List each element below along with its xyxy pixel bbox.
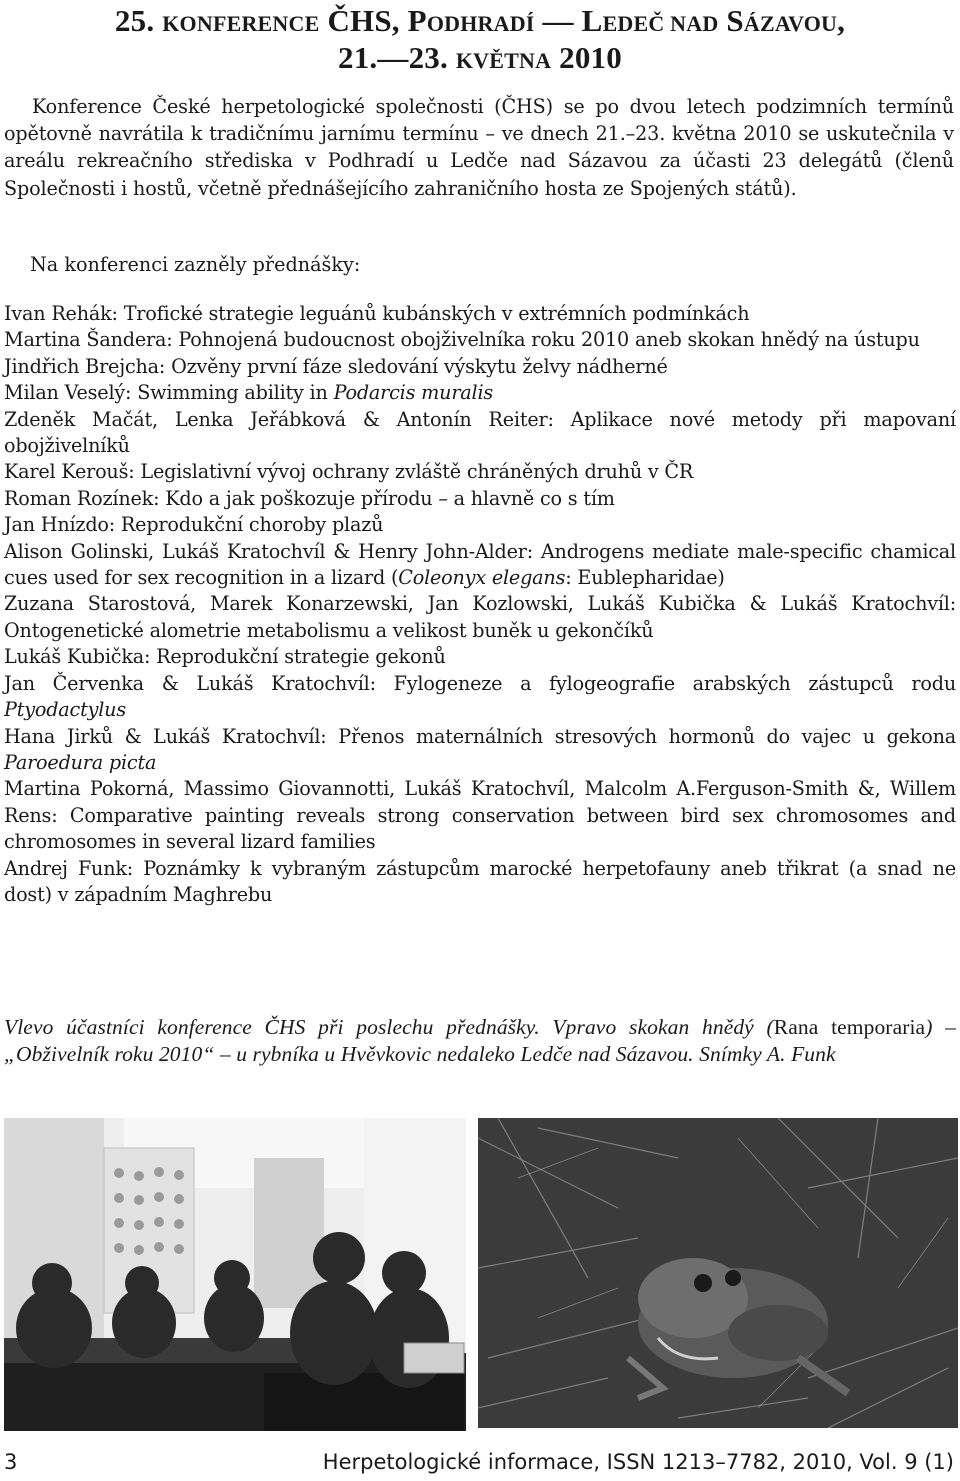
title-line-1: 25. KONFERENCE ČHS, PODHRADÍ — LEDEČ NAD SÁZAVOU, <box>114 3 846 38</box>
talk-item: Jan Hnízdo: Reprodukční choroby plazů <box>4 513 384 537</box>
conference-photo-icon <box>4 1118 466 1431</box>
talk-item: Martina Pokorná, Massimo Giovannotti, Lukáš Kratochvíl, Malcolm A.Ferguson-Smith &, Willem Rens: Comparative painting reveals strong conservation between bird sex chromosomes and chromosomes in several lizard families <box>4 777 956 854</box>
journal-citation: Herpetologické informace, ISSN 1213–7782, 2010, Vol. 9 (1) <box>322 1450 954 1474</box>
talk-item: Karel Kerouš: Legislativní vývoj ochrany zvláště chráněných druhů v ČR <box>4 460 694 484</box>
talk-item: Hana Jirků & Lukáš Kratochvíl: Přenos maternálních stresových hormonů do vajec u gekona Paroedura picta <box>4 724 956 774</box>
talk-item: Lukáš Kubička: Reprodukční strategie gekonů <box>4 645 446 669</box>
talk-item: Alison Golinski, Lukáš Kratochvíl & Henry John-Alder: Androgens mediate male-specific chamical cues used for sex recognition in a lizard (Coleonyx elegans: Eublepharidae) <box>4 539 956 590</box>
intro-paragraph: Konference České herpetologické společnosti (ČHS) se po dvou letech podzimních termínů opětovně navrátila k tradičnímu jarnímu termínu – ve dnech 21.–23. května 2010 se uskutečnila v areálu rekreačního střediska v Podhradí u Ledče nad Sázavou za účasti 23 delegátů (členů Společnosti i hostů, včetně přednášejícího zahraničního hosta ze Spojených států). <box>4 95 954 200</box>
talk-item: Jindřich Brejcha: Ozvěny první fáze sledování výskytu želvy nádherné <box>4 354 668 378</box>
title-line-2: 21.—23. KVĚTNA 2010 <box>338 40 622 75</box>
talk-item: Martina Šandera: Pohnojená budoucnost obojživelníka roku 2010 aneb skokan hnědý na ústupu <box>4 328 920 352</box>
photo-caption: Vlevo účastníci konference ČHS při poslechu přednášky. Vpravo skokan hnědý (Rana temporaria) – „Obživelník roku 2010“ – u rybníka u Hvěvkovic nedaleko Ledče nad Sázavou. Snímky A. Funk <box>4 1015 956 1066</box>
talk-item: Zuzana Starostová, Marek Konarzewski, Jan Kozlowski, Lukáš Kubička & Lukáš Kratochvíl: Ontogenetické alometrie metabolismu a velikost buněk u gekončíků <box>4 592 956 642</box>
talk-item: Andrej Funk: Poznámky k vybraným zástupcům marocké herpetofauny aneb třikrat (a snad ne dost) v západním Maghrebu <box>4 856 956 906</box>
talk-item: Roman Rozínek: Kdo a jak poškozuje přírodu – a hlavně co s tím <box>4 486 615 510</box>
page-number: 3 <box>4 1450 18 1474</box>
page-title <box>0 4 960 78</box>
page-footer <box>0 1447 960 1481</box>
talk-item: Milan Veselý: Swimming ability in Podarcis muralis <box>4 381 494 405</box>
talk-item: Jan Červenka & Lukáš Kratochvíl: Fylogeneze a fylogeografie arabských zástupců rodu Ptyodactylus <box>4 671 956 722</box>
talk-item: Zdeněk Mačát, Lenka Jeřábková & Antonín Reiter: Aplikace nové metody při mapovaní obojživelníků <box>4 407 956 458</box>
talk-item: Ivan Rehák: Trofické strategie leguánů kubánských v extrémních podmínkách <box>4 302 750 325</box>
conference-photo <box>4 1118 466 1431</box>
frog-photo-icon <box>478 1118 958 1428</box>
talks-lead: Na konferenci zazněly přednášky: <box>30 253 361 276</box>
frog-photo <box>478 1118 958 1428</box>
talk-list <box>4 301 956 908</box>
